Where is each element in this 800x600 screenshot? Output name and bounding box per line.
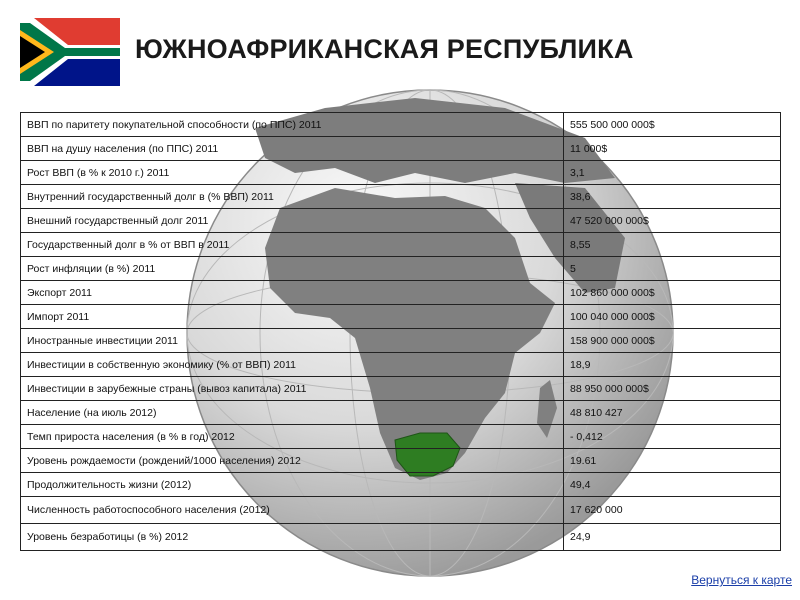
table-row — [21, 257, 781, 281]
row-label: Темп прироста населения (в % в год) 2012 — [21, 425, 564, 449]
page-title: ЮЖНОАФРИКАНСКАЯ РЕСПУБЛИКА — [135, 34, 634, 64]
row-value: 158 900 000 000$ — [564, 329, 781, 353]
south-africa-flag-icon — [20, 18, 120, 86]
row-value: 18,9 — [564, 353, 781, 377]
row-label: Инвестиции в зарубежные страны (вывоз капитала) 2011 — [21, 377, 564, 401]
row-label: Рост ВВП (в % к 2010 г.) 2011 — [21, 161, 564, 185]
row-value: - 0,412 — [564, 425, 781, 449]
row-label: Экспорт 2011 — [21, 281, 564, 305]
table-row — [21, 329, 781, 353]
row-value: 19.61 — [564, 449, 781, 473]
statistics-table — [20, 112, 781, 551]
table-row — [21, 524, 781, 551]
table-row — [21, 209, 781, 233]
back-to-map-link[interactable]: Вернуться к карте — [691, 573, 792, 587]
row-label: Импорт 2011 — [21, 305, 564, 329]
table-row — [21, 161, 781, 185]
table-row — [21, 473, 781, 497]
row-value: 49,4 — [564, 473, 781, 497]
table-row — [21, 377, 781, 401]
table-row — [21, 449, 781, 473]
row-value: 38,6 — [564, 185, 781, 209]
row-value: 17 620 000 — [564, 497, 781, 524]
row-label: Население (на июль 2012) — [21, 401, 564, 425]
table-row — [21, 137, 781, 161]
row-label: ВВП по паритету покупательной способности (по ППС) 2011 — [21, 113, 564, 137]
row-value: 3,1 — [564, 161, 781, 185]
row-label: Уровень безработицы (в %) 2012 — [21, 524, 564, 551]
table-row — [21, 281, 781, 305]
table-row — [21, 497, 781, 524]
row-value: 47 520 000 000$ — [564, 209, 781, 233]
row-label: Продолжительность жизни (2012) — [21, 473, 564, 497]
row-value: 100 040 000 000$ — [564, 305, 781, 329]
row-label: Рост инфляции (в %) 2011 — [21, 257, 564, 281]
row-label: ВВП на душу населения (по ППС) 2011 — [21, 137, 564, 161]
table-row — [21, 401, 781, 425]
table-row — [21, 233, 781, 257]
row-value: 5 — [564, 257, 781, 281]
row-label: Уровень рождаемости (рождений/1000 населения) 2012 — [21, 449, 564, 473]
row-label: Государственный долг в % от ВВП в 2011 — [21, 233, 564, 257]
row-value: 102 860 000 000$ — [564, 281, 781, 305]
table-row — [21, 425, 781, 449]
row-value: 555 500 000 000$ — [564, 113, 781, 137]
table-row — [21, 305, 781, 329]
row-label: Внутренний государственный долг в (% ВВП) 2011 — [21, 185, 564, 209]
row-value: 11 000$ — [564, 137, 781, 161]
row-label: Инвестиции в собственную экономику (% от ВВП) 2011 — [21, 353, 564, 377]
row-label: Численность работоспособного населения (2012) — [21, 497, 564, 524]
row-label: Внешний государственный долг 2011 — [21, 209, 564, 233]
table-row — [21, 113, 781, 137]
row-value: 88 950 000 000$ — [564, 377, 781, 401]
table-row — [21, 185, 781, 209]
row-label: Иностранные инвестиции 2011 — [21, 329, 564, 353]
row-value: 48 810 427 — [564, 401, 781, 425]
table-row — [21, 353, 781, 377]
row-value: 8,55 — [564, 233, 781, 257]
row-value: 24,9 — [564, 524, 781, 551]
